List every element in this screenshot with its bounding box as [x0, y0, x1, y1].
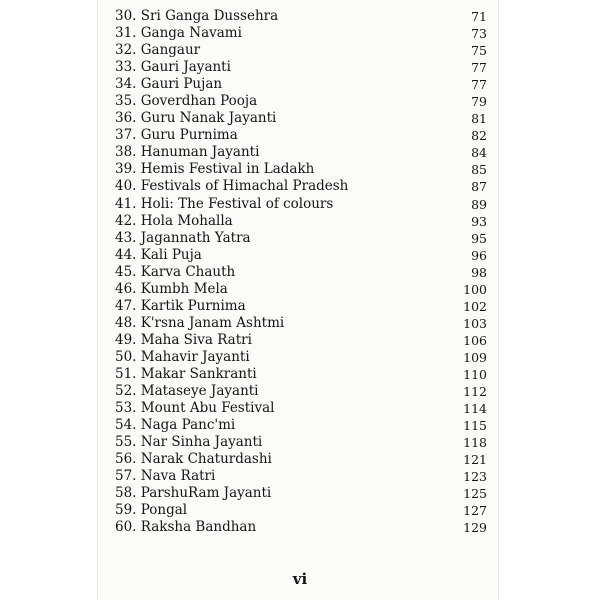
toc-entry: [115, 468, 487, 485]
toc-entry-page: 106: [463, 332, 487, 348]
toc-entry-page: 129: [463, 520, 487, 536]
toc-entry-page: 81: [471, 111, 487, 127]
toc-entry: [115, 485, 487, 502]
toc-entry-title: 50. Mahavir Jayanti: [115, 348, 250, 365]
toc-entry: [115, 42, 487, 59]
toc-entry-page: 114: [463, 401, 487, 417]
toc-entry: [115, 127, 487, 144]
toc-entry-page: 73: [471, 26, 487, 42]
toc-entry-page: 103: [463, 315, 487, 331]
toc-entry-title: 37. Guru Purnima: [115, 127, 238, 144]
toc-entry-title: 49. Maha Siva Ratri: [115, 331, 252, 348]
toc-entry: [115, 451, 487, 468]
toc-entry: [115, 230, 487, 247]
toc-entry: [115, 8, 487, 25]
toc-entry-page: 100: [463, 281, 487, 297]
toc-entry-page: 123: [463, 469, 487, 485]
toc-entry-page: 102: [463, 298, 487, 314]
toc-entry: [115, 434, 487, 451]
toc-entry: [115, 247, 487, 264]
toc-entry: [115, 59, 487, 76]
toc-entry-page: 93: [471, 213, 487, 229]
toc-entry-page: 79: [471, 94, 487, 110]
toc-entry: [115, 161, 487, 178]
toc-entry-title: 30. Sri Ganga Dussehra: [115, 8, 279, 24]
toc-entry-title: 42. Hola Mohalla: [115, 212, 233, 229]
toc-entry-title: 38. Hanuman Jayanti: [115, 144, 260, 161]
toc-entry: [115, 332, 487, 349]
toc-entry-page: 77: [471, 77, 487, 93]
toc-entry-title: 46. Kumbh Mela: [115, 280, 228, 297]
toc-entry-title: 41. Holi: The Festival of colours: [115, 195, 334, 212]
toc-entry-title: 57. Nava Ratri: [115, 468, 216, 485]
toc-entry: [115, 349, 487, 366]
toc-entry-page: 96: [471, 247, 487, 263]
toc-entry-title: 43. Jagannath Yatra: [115, 229, 251, 246]
toc-entry-title: 36. Guru Nanak Jayanti: [115, 110, 277, 127]
toc-entry-title: 59. Pongal: [115, 502, 188, 519]
toc-entry: [115, 519, 487, 536]
toc-entry-title: 51. Makar Sankranti: [115, 365, 257, 382]
toc-entry: [115, 315, 487, 332]
toc-entry-title: 35. Goverdhan Pooja: [115, 93, 258, 110]
toc-entry: [115, 383, 487, 400]
toc-entry-title: 54. Naga Panc'mi: [115, 417, 236, 434]
toc-entry-page: 118: [463, 435, 487, 451]
toc-entry-title: 47. Kartik Purnima: [115, 297, 246, 314]
table-of-contents: [115, 8, 487, 536]
toc-entry: [115, 264, 487, 281]
toc-entry: [115, 298, 487, 315]
toc-entry-page: 82: [471, 128, 487, 144]
toc-entry-page: 95: [471, 230, 487, 246]
toc-entry-title: 31. Ganga Navami: [115, 25, 242, 42]
toc-entry-page: 121: [463, 452, 487, 468]
toc-entry: [115, 196, 487, 213]
toc-entry-title: 53. Mount Abu Festival: [115, 400, 275, 417]
toc-entry: [115, 213, 487, 230]
toc-entry: [115, 93, 487, 110]
toc-entry-title: 48. K'rsna Janam Ashtmi: [115, 314, 285, 331]
toc-entry: [115, 400, 487, 417]
toc-entry-title: 52. Mataseye Jayanti: [115, 383, 259, 400]
toc-entry-title: 44. Kali Puja: [115, 246, 202, 263]
toc-entry-title: 33. Gauri Jayanti: [115, 59, 231, 76]
toc-entry-title: 45. Karva Chauth: [115, 263, 236, 280]
toc-entry-title: 32. Gangaur: [115, 42, 201, 59]
page-number: vi: [292, 570, 308, 588]
toc-entry: [115, 502, 487, 519]
toc-entry-page: 87: [471, 179, 487, 195]
toc-entry: [115, 76, 487, 93]
toc-entry-title: 58. ParshuRam Jayanti: [115, 485, 272, 502]
toc-entry: [115, 110, 487, 127]
toc-entry-page: 115: [463, 418, 487, 434]
toc-entry: [115, 25, 487, 42]
toc-entry-title: 40. Festivals of Himachal Pradesh: [115, 178, 349, 195]
toc-entry-title: 60. Raksha Bandhan: [115, 519, 257, 536]
toc-entry-title: 56. Narak Chaturdashi: [115, 451, 272, 468]
toc-entry-title: 34. Gauri Pujan: [115, 76, 223, 93]
toc-entry: [115, 366, 487, 383]
toc-entry-page: 71: [471, 9, 487, 24]
toc-entry-page: 75: [471, 43, 487, 59]
toc-entry: [115, 281, 487, 298]
toc-entry-page: 85: [471, 162, 487, 178]
toc-entry: [115, 417, 487, 434]
toc-entry: [115, 178, 487, 195]
toc-entry-page: 125: [463, 486, 487, 502]
toc-entry-page: 98: [471, 264, 487, 280]
toc-entry-page: 112: [463, 384, 487, 400]
toc-entry-page: 110: [463, 366, 487, 382]
toc-entry-page: 77: [471, 60, 487, 76]
toc-entry-title: 55. Nar Sinha Jayanti: [115, 434, 263, 451]
toc-entry-page: 84: [471, 145, 487, 161]
toc-entry-page: 127: [463, 503, 487, 519]
toc-entry-page: 109: [463, 349, 487, 365]
toc-entry-title: 39. Hemis Festival in Ladakh: [115, 161, 315, 178]
toc-entry: [115, 144, 487, 161]
toc-entry-page: 89: [471, 196, 487, 212]
